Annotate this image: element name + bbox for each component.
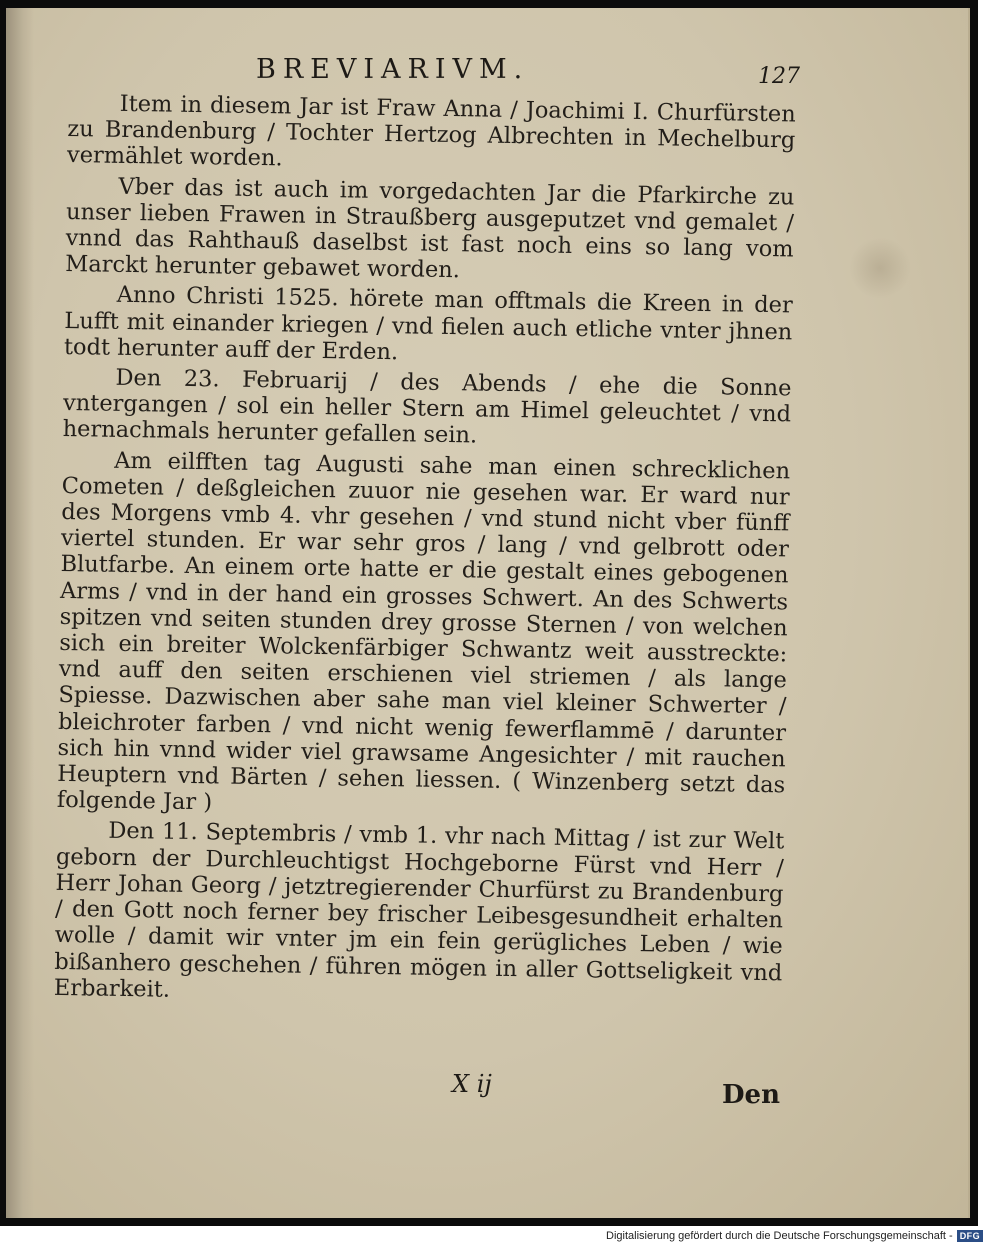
- paragraph: Vber das ist auch im vorgedachten Jar die Pfarkirche zu unser lieben Frawen in Straußberg ausgeputzet vnd gemalet / vnnd das Rahthauß daselbst ist fast noch eins so lang vom Marckt herunter gebawet worden.: [65, 173, 795, 284]
- book-page: [6, 8, 970, 1218]
- signature-mark: X ij: [452, 1070, 492, 1098]
- catchword: Den: [722, 1080, 780, 1110]
- digitization-footer: [606, 1228, 996, 1244]
- paragraph: Item in diesem Jar ist Fraw Anna / Joachimi I. Churfürsten zu Brandenburg / Tochter Hertzog Albrechten in Mechelburg vermählet worden.: [66, 90, 796, 172]
- dfg-logo-icon: DFG: [957, 1230, 984, 1242]
- page-number: 127: [758, 64, 800, 89]
- footer-text: Digitalisierung gefördert durch die Deutsche Forschungsgemeinschaft -: [606, 1230, 953, 1242]
- running-header: BREVIARIVM.: [256, 54, 530, 85]
- paragraph: Anno Christi 1525. hörete man offtmals die Kreen in der Lufft mit einander kriegen / vnd fielen auch etliche vnter jhnen todt herunter auff der Erden.: [63, 282, 793, 366]
- paragraph: Den 23. Februarij / des Abends / ehe die Sonne vntergangen / sol ein heller Stern am Himel geleuchtet / vnd hernachmals herunter gefallen sein.: [62, 364, 792, 449]
- page-spine-shadow: [6, 8, 34, 1218]
- paragraph: Am eilfften tag Augusti sahe man einen schrecklichen Cometen / deßgleichen zuuor nie gesehen war. Er ward nur des Morgens vmb 4. vhr gesehen / vnd stund nicht vber fünff viertel stunden. Er war sehr gros / lang / vnd gelbrott oder Blutfarbe. An einem orte hatte er die gestalt eines gebogenen Arms / vnd in der hand ein grosses Schwert. An des Schwerts spitzen vnd seiten stunden drey grosse Sternen / von welchen sich ein breiter Wolckenfärbiger Schwantz weit ausstreckte: vnd auff den seiten erschienen viel striemen / als lange Spiesse. Dazwischen aber sahe man viel kleiner Schwerter / bleichroter farben / vnd nicht wenig fewerflammē / darunter sich hin vnnd wider viel grawsame Angesichter / mit rauchen Heuptern vnd Bärten / sehen liessen. ( Winzenberg setzt das folgende Jar ): [56, 447, 791, 816]
- paragraph: Den 11. Septembris / vmb 1. vhr nach Mittag / ist zur Welt geborn der Durchleuchtigst Hochgeborne Fürst vnd Herr / Herr Johan Georg / jetztregierender Churfürst zu Brandenburg / den Gott noch ferner bey frischer Leibesgesundheit erhalten wolle / damit wir vnter jm ein fein gerügliches Leben / wie bißanhero geschehen / führen mögen in aller Gottseligkeit vnd Erbarkeit.: [53, 818, 785, 1003]
- body-text: [54, 90, 796, 1016]
- paper-stain: [848, 238, 912, 298]
